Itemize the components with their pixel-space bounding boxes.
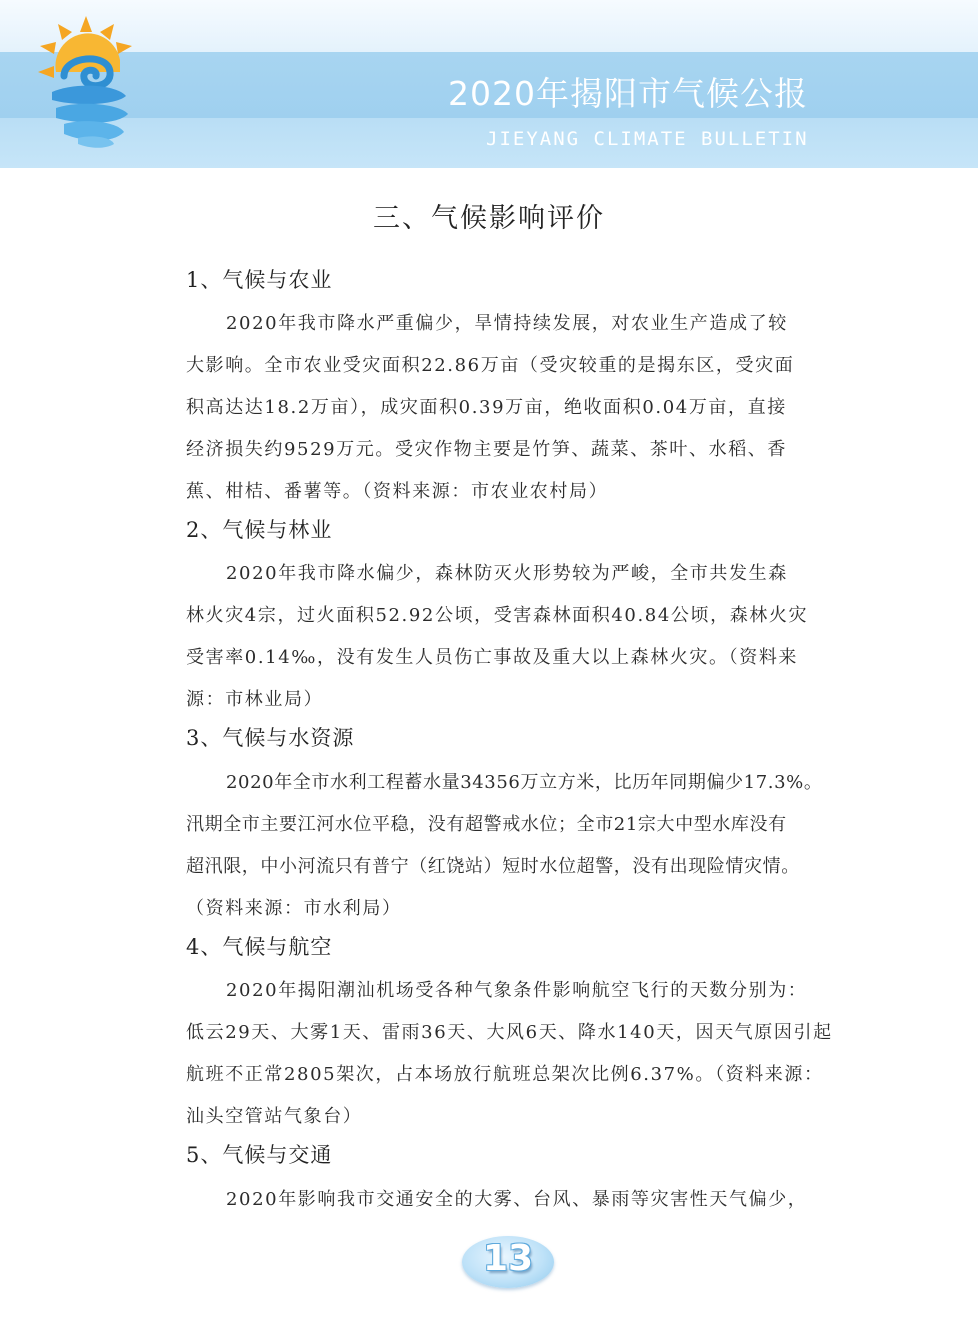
sun-wave-logo-icon	[34, 14, 138, 150]
subsection-heading-transportation: 5、气候与交通	[186, 1143, 333, 1167]
page-number: 13	[482, 1238, 534, 1279]
paragraph-line: （资料来源：市水利局）	[186, 898, 402, 919]
paragraph-line: 2020年我市降水严重偏少，旱情持续发展，对农业生产造成了较	[226, 313, 788, 334]
page-header	[0, 0, 978, 168]
subsection-heading-forestry: 2、气候与林业	[186, 518, 333, 542]
paragraph-line: 大影响。全市农业受灾面积22.86万亩（受灾较重的是揭东区，受灾面	[186, 355, 795, 376]
paragraph-line: 林火灾4宗，过火面积52.92公顷，受害森林面积40.84公顷，森林火灾	[186, 605, 809, 626]
paragraph-line: 低云29天、大雾1天、雷雨36天、大风6天、降水140天，因天气原因引起	[186, 1022, 833, 1043]
paragraph-line: 超汛限，中小河流只有普宁（红饶站）短时水位超警，没有出现险情灾情。	[186, 856, 800, 877]
header-stripe-top	[0, 0, 978, 52]
paragraph-line: 汛期全市主要江河水位平稳，没有超警戒水位；全市21宗大中型水库没有	[186, 814, 787, 835]
subsection-heading-aviation: 4、气候与航空	[186, 935, 333, 959]
paragraph-line: 航班不正常2805架次，占本场放行航班总架次比例6.37%。（资料来源：	[186, 1064, 824, 1085]
paragraph-line: 2020年全市水利工程蓄水量34356万立方米，比历年同期偏少17.3%。	[226, 772, 823, 793]
subsection-heading-water-resources: 3、气候与水资源	[186, 726, 355, 750]
subsection-heading-agriculture: 1、气候与农业	[186, 268, 333, 292]
section-title: 三、气候影响评价	[373, 203, 605, 234]
paragraph-line: 汕头空管站气象台）	[186, 1106, 363, 1127]
header-title: 2020年揭阳市气候公报	[448, 74, 808, 113]
paragraph-line: 源：市林业局）	[186, 689, 324, 710]
paragraph-line: 积高达达18.2万亩），成灾面积0.39万亩，绝收面积0.04万亩，直接	[186, 397, 787, 418]
paragraph-line: 2020年影响我市交通安全的大雾、台风、暴雨等灾害性天气偏少，	[226, 1189, 808, 1210]
paragraph-line: 蕉、柑桔、番薯等。（资料来源：市农业农村局）	[186, 481, 609, 502]
paragraph-line: 经济损失约9529万元。受灾作物主要是竹笋、蔬菜、茶叶、水稻、香	[186, 439, 788, 460]
paragraph-line: 2020年我市降水偏少，森林防灭火形势较为严峻，全市共发生森	[226, 563, 788, 584]
header-subtitle: JIEYANG CLIMATE BULLETIN	[486, 128, 809, 150]
paragraph-line: 受害率0.14‰，没有发生人员伤亡事故及重大以上森林火灾。（资料来	[186, 647, 799, 668]
paragraph-line: 2020年揭阳潮汕机场受各种气象条件影响航空飞行的天数分别为：	[226, 980, 808, 1001]
